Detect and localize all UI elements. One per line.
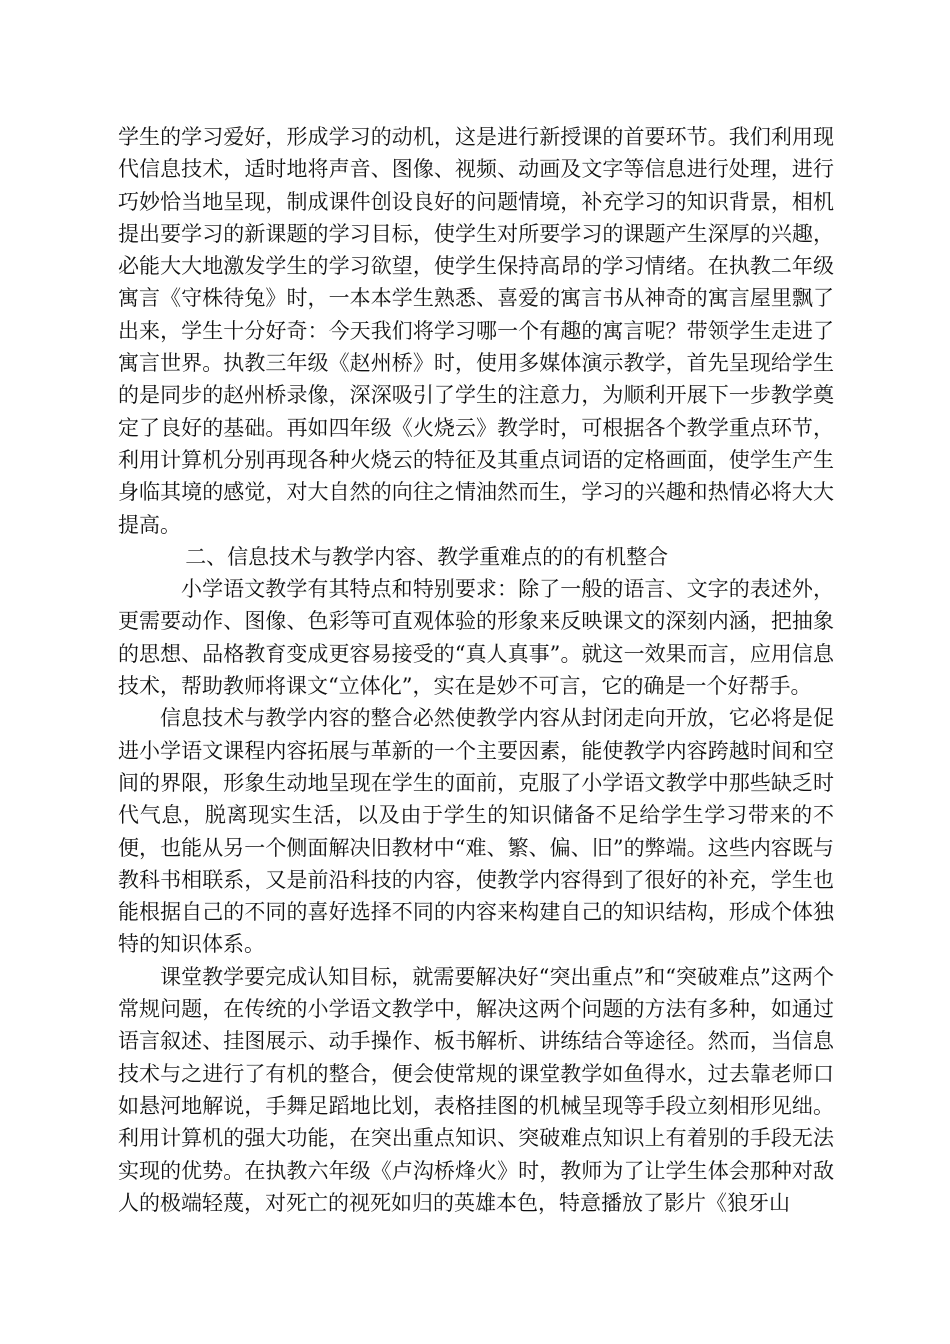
- paragraph: 课堂教学要完成认知目标，就需要解决好“突出重点”和“突破难点”这两个常规问题，在传统的小学语文教学中，解决这两个问题的方法有多种，如通过语言叙述、挂图展示、动手操作、板书解析、讲练结合等途径。然而，当信息技术与之进行了有机的整合，便会使常规的课堂教学如鱼得水，过去靠老师口如悬河地解说，手舞足蹈地比划，表格挂图的机械呈现等手段立刻相形见绌。利用计算机的强大功能，在突出重点知识、突破难点知识上有着别的手段无法实现的优势。在执教六年级《卢沟桥烽火》时，教师为了让学生体会那种对敌人的极端轻蔑，对死亡的视死如归的英雄本色，特意播放了影片《狼牙山: [118, 964, 834, 1215]
- paragraph: 小学语文教学有其特点和特别要求：除了一般的语言、文字的表述外，更需要动作、图像、色彩等可直观体验的形象来反映课文的深刻内涵，把抽象的思想、品格教育变成更容易接受的“真人真事”。就这一效果而言，应用信息技术，帮助教师将课文“立体化”，实在是妙不可言，它的确是一个好帮手。: [118, 577, 834, 699]
- section-heading: 二、信息技术与教学内容、教学重难点的的有机整合: [185, 544, 669, 569]
- document-body: [118, 121, 834, 1219]
- paragraph-continued: 学生的学习爱好，形成学习的动机，这是进行新授课的首要环节。我们利用现代信息技术，适时地将声音、图像、视频、动画及文字等信息进行处理，进行巧妙恰当地呈现，制成课件创设良好的问题情境，补充学习的知识背景，相机提出要学习的新课题的学习目标，使学生对所要学习的课题产生深厚的兴趣，必能大大地激发学生的学习欲望，使学生保持高昂的学习情绪。在执教二年级寓言《守株待兔》时，一本本学生熟悉、喜爱的寓言书从神奇的寓言屋里飘了出来，学生十分好奇：今天我们将学习哪一个有趣的寓言呢？带领学生走进了寓言世界。执教三年级《赵州桥》时，使用多媒体演示教学，首先呈现给学生的是同步的赵州桥录像，深深吸引了学生的注意力，为顺利开展下一步教学奠定了良好的基础。再如四年级《火烧云》教学时，可根据各个教学重点环节，利用计算机分别再现各种火烧云的特征及其重点词语的定格画面，使学生产生身临其境的感觉，对大自然的向往之情油然而生，学习的兴趣和热情必将大大提高。: [118, 125, 834, 537]
- paragraph: 信息技术与教学内容的整合必然使教学内容从封闭走向开放，它必将是促进小学语文课程内容拓展与革新的一个主要因素，能使教学内容跨越时间和空间的界限，形象生动地呈现在学生的面前，克服了小学语文教学中那些缺乏时代气息，脱离现实生活，以及由于学生的知识储备不足给学生学习带来的不便，也能从另一个侧面解决旧教材中“难、繁、偏、旧”的弊端。这些内容既与教科书相联系，又是前沿科技的内容，使教学内容得到了很好的补充，学生也能根据自己的不同的喜好选择不同的内容来构建自己的知识结构，形成个体独特的知识体系。: [118, 706, 834, 957]
